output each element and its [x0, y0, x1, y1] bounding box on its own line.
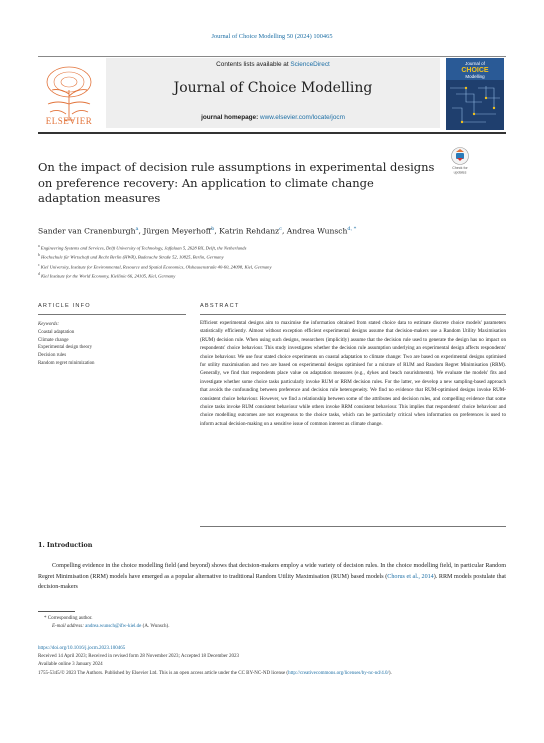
- author-affiliation-mark[interactable]: b: [211, 226, 215, 232]
- affiliation-mark: a: [38, 244, 40, 248]
- email-link[interactable]: andrea.wunsch@ifw-kiel.de: [85, 624, 142, 630]
- intro-text-part2: ). RRM models postulate that decision-makers: [38, 573, 506, 591]
- corresponding-author-note: [38, 615, 506, 623]
- author-separator: ,: [214, 226, 220, 236]
- affiliation-text: Engineering Systems and Services, Delft University of Technology, Jaffalaan 5, 2628 BX, Delft, the Netherlands: [40, 245, 247, 251]
- email-label: E-mail address:: [52, 624, 84, 630]
- affiliation-item: [38, 271, 508, 280]
- introduction-paragraph: [38, 561, 506, 593]
- contents-prefix: Contents lists available at: [216, 61, 291, 68]
- check-updates-line2: updates: [453, 170, 467, 175]
- keywords-heading: Keywords:: [38, 322, 60, 327]
- article-info-rule: [38, 314, 186, 315]
- affiliation-mark: b: [38, 253, 40, 258]
- author-affiliation-mark[interactable]: d, *: [347, 226, 357, 232]
- author-separator: ,: [138, 226, 144, 236]
- abstract-rule: [200, 314, 506, 315]
- license-statement: [38, 670, 506, 678]
- keywords-block: [38, 321, 186, 368]
- author-affiliation-mark[interactable]: c: [279, 226, 282, 232]
- cover-line3: Modelling: [465, 74, 485, 79]
- journal-title: Journal of Choice Modelling: [173, 80, 373, 96]
- license-text-part2: ).: [388, 670, 392, 676]
- intro-citation-link[interactable]: Chorus et al., 2014: [387, 573, 434, 580]
- corresponding-text: Corresponding author.: [47, 616, 93, 621]
- article-title: On the impact of decision rule assumptions in experimental designs on preference recovery: An application to climate change adaptation measures: [38, 160, 435, 205]
- affiliations: [38, 243, 508, 280]
- masthead-top-rule: [38, 56, 506, 57]
- license-text-part1: 1755-5345/© 2023 The Authors. Published by Elsevier Ltd. This is an open access article under the CC BY-NC-ND license (: [38, 670, 289, 676]
- keyword-item: Coastal adaptation: [38, 329, 75, 335]
- affiliation-item: [38, 252, 508, 261]
- elsevier-wordmark: ELSEVIER: [45, 116, 93, 126]
- article-info-heading: ARTICLE INFO: [38, 303, 91, 309]
- contents-box: [106, 58, 440, 128]
- check-for-updates-badge[interactable]: [447, 146, 473, 176]
- author-name[interactable]: Andrea Wunsch: [286, 226, 348, 236]
- received-dates: Received 14 April 2023; Received in revised form 28 November 2023; Accepted 18 December 2023: [38, 654, 240, 660]
- affiliation-mark: d: [38, 271, 40, 276]
- homepage-link[interactable]: www.elsevier.com/locate/jocm: [260, 114, 345, 121]
- affiliation-item: [38, 262, 508, 271]
- doi-link[interactable]: https://doi.org/10.1016/j.jocm.2023.100465: [38, 646, 126, 651]
- publication-info: [38, 645, 506, 678]
- journal-cover-image: [446, 58, 504, 130]
- journal-masthead: [38, 48, 506, 132]
- affiliation-mark: c: [38, 262, 40, 267]
- keyword-item: Climate change: [38, 337, 69, 343]
- abstract-bottom-rule: [200, 526, 506, 527]
- footnotes: [38, 615, 506, 631]
- author-name[interactable]: Katrin Rehdanz: [219, 226, 280, 236]
- abstract-heading: ABSTRACT: [200, 303, 240, 309]
- cover-line2: CHOICE: [461, 67, 489, 74]
- sciencedirect-link[interactable]: ScienceDirect: [290, 61, 330, 68]
- introduction-heading: 1. Introduction: [38, 541, 93, 549]
- keyword-item: Random regret minimization: [38, 360, 95, 366]
- affiliation-text: Kiel Institute for the World Economy, Kiellinie 66, 24105, Kiel, Germany: [40, 273, 176, 279]
- email-suffix: (A. Wunsch).: [141, 624, 170, 630]
- affiliation-text: Kiel University, Institute for Environmental, Resource and Spatial Economics, Olshausenstraße 40-60, 24098, Kiel, Germany: [40, 264, 272, 270]
- homepage-line: [106, 114, 440, 121]
- intro-text-part1: Compelling evidence in the choice modelling field (and beyond) shows that decision-makers employ a wide variety of decision rules. In the choice modelling field, in particular Random Regret Minimisation (RRM) models have emerged as a popular alternative to traditional Random Utility Maximisation (RUM) based models (: [38, 563, 506, 580]
- introduction-body: [38, 561, 506, 593]
- license-link[interactable]: http://creativecommons.org/licenses/by-nc-nd/4.0/: [288, 670, 389, 676]
- corresponding-mark: *: [44, 616, 47, 621]
- available-online: Available online 3 January 2024: [38, 662, 103, 668]
- affiliation-text: Hochschule für Wirtschaft und Recht Berlin (HWR), Badensche Straße 52, 10825, Berlin, Germany: [40, 254, 224, 260]
- contents-line: [106, 61, 440, 68]
- keyword-item: Experimental design theory: [38, 345, 93, 351]
- author-list: [38, 226, 508, 236]
- affiliation-item: [38, 243, 508, 252]
- email-note: [38, 623, 506, 631]
- author-name[interactable]: Sander van Cranenburgh: [38, 226, 136, 236]
- author-affiliation-mark[interactable]: a: [135, 226, 139, 232]
- keyword-item: Decision rules: [38, 353, 67, 359]
- footnote-rule: [38, 611, 75, 612]
- cover-line1: Journal of: [465, 61, 485, 66]
- check-updates-line1: Check for: [452, 166, 468, 170]
- author-separator: ,: [281, 226, 287, 236]
- abstract-text: Efficient experimental designs aim to maximise the information obtained from stated choice data to estimate discrete choice models' parameters statistically efficiently. Almost without exception efficient experimental designs assume that decision-makers use a Random Utility Maximisation (RUM) decision rule. When using such designs, researchers (implicitly) assume that the decision rule used to generate the design has no impact on respondents' choice behaviour. This study investigates whether the decision rule assumption underlying an experimental design affects respondents' choice behaviour. We use four stated choice experiments on coastal adaptation to climate change: Two are based on experimental designs optimised for utility maximisation and two are based on experimental designs optimised for a mixture of RUM and Random Regret Minimisation (RRM). Generally, we find that respondents place value on adaptation measures (e.g., dykes and beach nourishments). We evaluate the models' fits and investigate whether some choice tasks particularly invoke RUM or RRM decision rules. For the latter, we develop a new sampling-based approach that avoids the confounding between preference and decision rule heterogeneity. We find no evidence that RUM-optimised designs invoke RUM-consistent choice behaviour. However, we find a relationship between some of the attributes and decision rules, and compelling evidence that some choice tasks invoke RUM consistent behaviour while others invoke RRM consistent behaviour. This implies that respondents' choice behaviour and choice modelling outcomes are not exogenous to the choice tasks, which can be particularly critical when information on preferences is used to inform actual decision-making on a sensitive issue of common interest as climate change.: [200, 320, 506, 427]
- author-name[interactable]: Jürgen Meyerhoff: [143, 226, 212, 236]
- homepage-label: journal homepage:: [201, 114, 261, 121]
- masthead-bottom-rule: [38, 132, 506, 134]
- journal-citation-link[interactable]: Journal of Choice Modelling 50 (2024) 100465: [211, 33, 333, 40]
